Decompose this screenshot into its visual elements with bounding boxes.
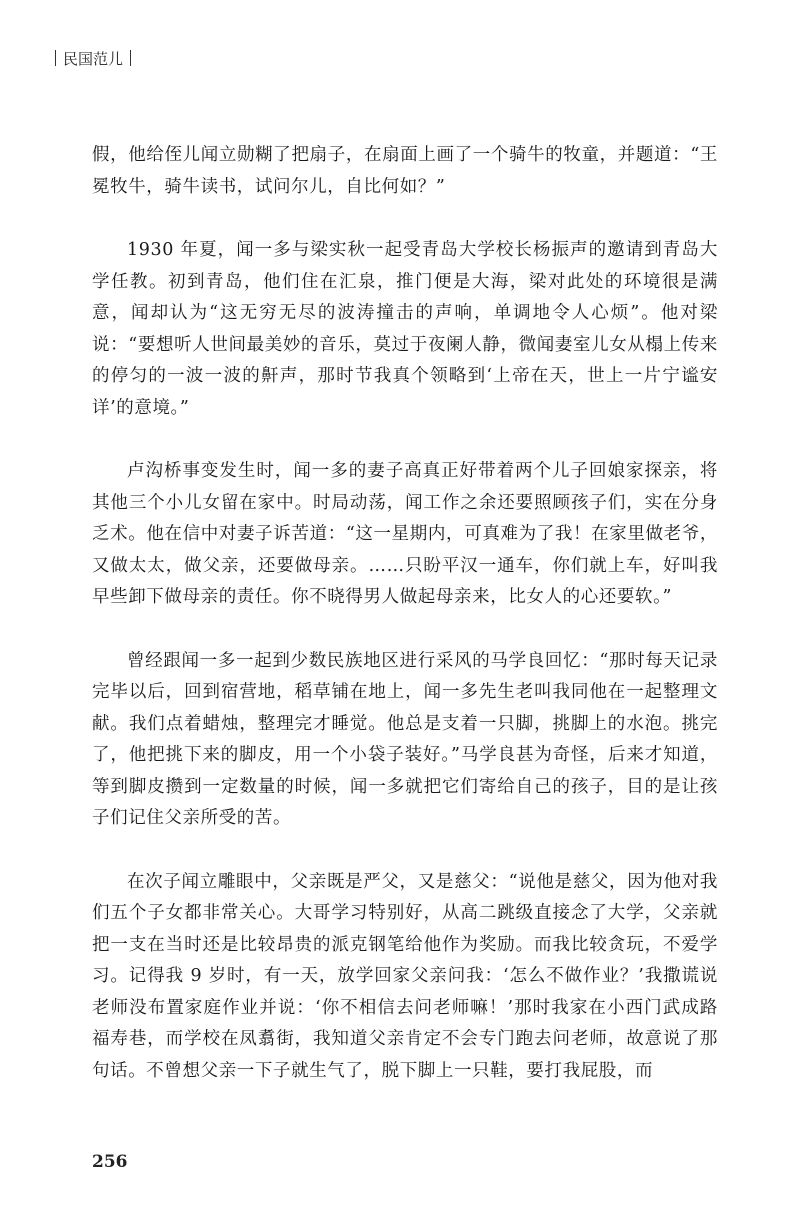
paragraph-continued: 假，他给侄儿闻立勋糊了把扇子，在扇面上画了一个骑牛的牧童，并题道：“王冕牧牛，骑牛读书，试问尔儿，自比何如？” xyxy=(92,145,718,197)
page-body xyxy=(92,140,718,1087)
paragraph: 卢沟桥事变发生时，闻一多的妻子高真正好带着两个儿子回娘家探亲，将其他三个小儿女留在家中。时局动荡，闻工作之余还要照顾孩子们，实在分身乏术。他在信中对妻子诉苦道：“这一星期内，可真难为了我！在家里做老爷，又做太太，做父亲，还要做母亲。……只盼平汉一通车，你们就上车，好叫我早些卸下做母亲的责任。你不晓得男人做起母亲来，比女人的心还要软。” xyxy=(92,461,718,607)
paragraph: 1930 年夏，闻一多与梁实秋一起受青岛大学校长杨振声的邀请到青岛大学任教。初到青岛，他们住在汇泉，推门便是大海，梁对此处的环境很是满意，闻却认为“这无穷无尽的波涛撞击的声响，单调地令人心烦”。他对梁说：“要想听人世间最美妙的音乐，莫过于夜阑人静，微闻妻室儿女从榻上传来的停匀的一波一波的鼾声，那时节我真个领略到‘上帝在天，世上一片宁谧安详’的意境。” xyxy=(92,240,718,418)
page-number: 256 xyxy=(92,1152,128,1172)
running-header xyxy=(48,44,138,72)
running-title: 民国范儿 xyxy=(63,49,124,68)
paragraph: 曾经跟闻一多一起到少数民族地区进行采风的马学良回忆：“那时每天记录完毕以后，回到宿营地，稻草铺在地上，闻一多先生老叫我同他在一起整理文献。我们点着蜡烛，整理完才睡觉。他总是支着一只脚，挑脚上的水泡。挑完了，他把挑下来的脚皮，用一个小袋子装好。”马学良甚为奇怪，后来才知道，等到脚皮攒到一定数量的时候，闻一多就把它们寄给自己的孩子，目的是让孩子们记住父亲所受的苦。 xyxy=(92,650,718,828)
header-divider-right xyxy=(130,50,131,66)
paragraph: 在次子闻立雕眼中，父亲既是严父，又是慈父：“说他是慈父，因为他对我们五个子女都非常关心。大哥学习特别好，从高二跳级直接念了大学，父亲就把一支在当时还是比较昂贵的派克钢笔给他作为奖励。而我比较贪玩，不爱学习。记得我 9 岁时，有一天，放学回家父亲问我：‘怎么不做作业？’我撒谎说老师没布置家庭作业并说：‘你不相信去问老师嘛！’那时我家在小西门武成路福寿巷，而学校在凤翥街，我知道父亲肯定不会专门跑去问老师，故意说了那句话。不曾想父亲一下子就生气了，脱下脚上一只鞋，要打我屁股，而 xyxy=(92,871,718,1081)
header-divider-left xyxy=(55,50,56,66)
